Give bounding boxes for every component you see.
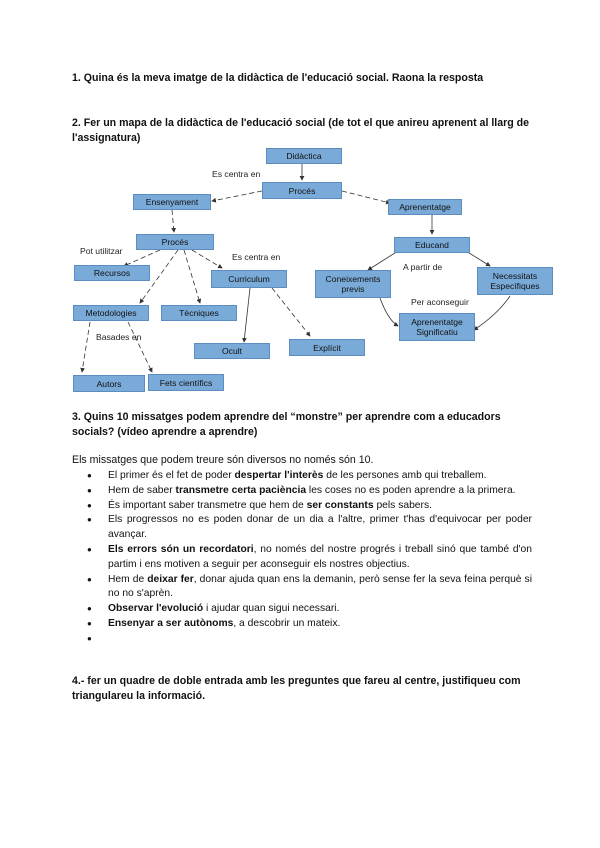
node-proces-top: Procés — [262, 182, 342, 199]
node-ensenyament: Ensenyament — [133, 194, 211, 210]
node-autors: Autors — [73, 375, 145, 392]
node-curriculum: Curriculum — [211, 270, 287, 288]
list-item: ● Ensenyar a ser autònoms, a descobrir un mateix. — [72, 617, 532, 632]
list-item: ● És important saber transmetre que hem de ser constants pels sabers. — [72, 499, 532, 514]
node-aprenentatge-significatiu: Aprenentatge Significatiu — [399, 313, 475, 341]
label-es-centra-en-2: Es centra en — [232, 252, 281, 262]
edge-educand-coneixements — [368, 251, 398, 270]
label-basades-en: Basades en — [96, 332, 142, 342]
list-item: ● Els errors són un recordatori, no només del nostre progrés i treball sinó que també d'on partim i ens motiven a seguir per aconseguir els nostres objectius. — [72, 543, 532, 573]
edge-curriculum-explicit — [272, 288, 310, 336]
messages-list — [72, 469, 532, 647]
edge-proces-curriculum — [192, 250, 222, 268]
list-item: ● El primer és el fet de poder despertar l'interès de les persones amb qui treballem. — [72, 469, 532, 484]
label-per-aconseguir: Per aconseguir — [411, 297, 469, 307]
edge-educand-necessitats — [466, 251, 490, 266]
node-aprenentatge: Aprenentatge — [388, 199, 462, 215]
node-coneixements: Coneixements previs — [315, 270, 391, 298]
node-explicit: Explícit — [289, 339, 365, 356]
node-fets-cientifics: Fets científics — [148, 374, 224, 391]
label-pot-utilitzar: Pot utilitzar — [80, 246, 123, 256]
edge-necessitats-significatiu — [474, 296, 510, 330]
question-1: 1. Quina és la meva imatge de la didàctica de l'educació social. Raona la resposta — [72, 72, 484, 84]
edge-proces-aprenentatge — [342, 191, 390, 203]
node-proces-left: Procés — [136, 234, 214, 250]
node-tecniques: Tècniques — [161, 305, 237, 321]
edge-metodologies-autors — [82, 322, 90, 372]
node-educand: Educand — [394, 237, 470, 253]
edge-proces-recursos — [124, 250, 160, 266]
edge-curriculum-ocult — [244, 288, 250, 342]
question-2: 2. Fer un mapa de la didàctica de l'educació social (de tot el que anireu aprenent al llarg de l'assignatura) — [72, 117, 530, 144]
list-item: ● Hem de deixar fer, donar ajuda quan ens la demanin, però sense fer la seva feina perquè si no no s'aprèn. — [72, 573, 532, 603]
edge-proces-tecniques — [184, 250, 200, 303]
question-4: 4.- fer un quadre de doble entrada amb les preguntes que fareu al centre, justifiqueu com triangulareu la informació. — [72, 675, 521, 702]
node-metodologies: Metodologies — [73, 305, 149, 321]
node-recursos: Recursos — [74, 265, 150, 281]
label-a-partir-de: A partir de — [403, 262, 443, 272]
edge-ensenyament-proces — [172, 210, 174, 232]
edge-coneixements-significatiu — [380, 298, 398, 326]
section3-intro: Els missatges que podem treure són diversos no només són 10. — [72, 454, 374, 466]
node-necessitats: Necessitats Específiques — [477, 267, 553, 295]
edge-metodologies-fets — [128, 322, 152, 372]
edge-proces-ensenyament — [212, 191, 262, 201]
label-es-centra-en-1: Es centra en — [212, 169, 261, 179]
list-item: ● Observar l'evolució i ajudar quan sigui necessari. — [72, 602, 532, 617]
question-3: 3. Quins 10 missatges podem aprendre del “monstre” per aprendre com a educadors socials? (vídeo aprendre a aprendre) — [72, 411, 501, 438]
list-item: ● Els progressos no es poden donar de un dia a l'altre, primer t'has d'equivocar per poder avançar. — [72, 513, 532, 543]
list-item: ● Hem de saber transmetre certa paciència les coses no es poden aprendre a la primera. — [72, 484, 532, 499]
node-didactica: Didàctica — [266, 148, 342, 164]
list-item-empty — [72, 632, 532, 647]
node-ocult: Ocult — [194, 343, 270, 359]
